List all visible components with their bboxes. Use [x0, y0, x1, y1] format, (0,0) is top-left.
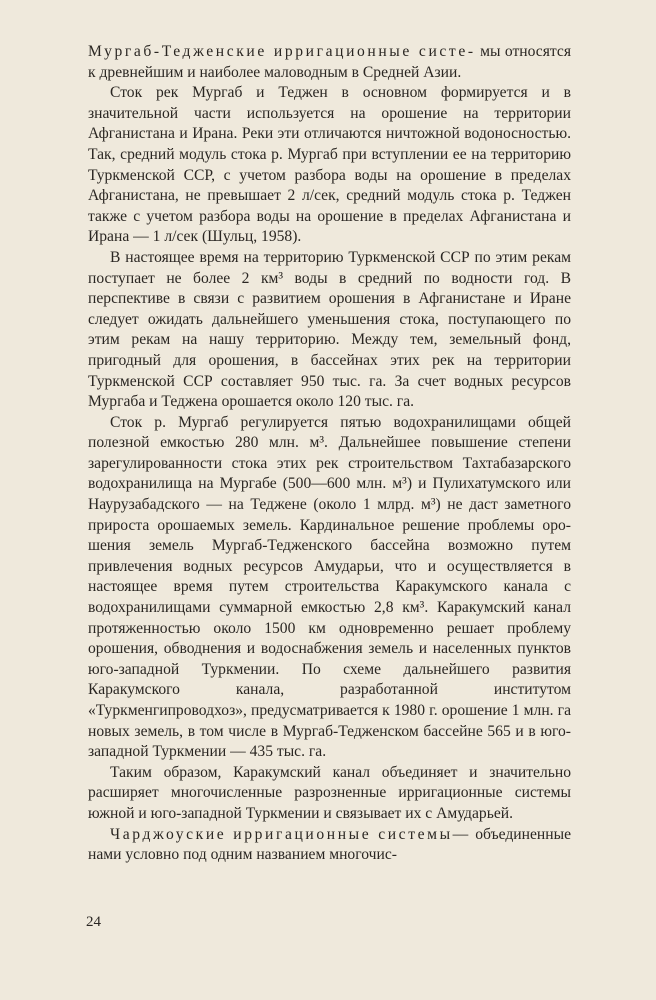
heading-run-1: Мургаб-Тедженские ирригационные систе- — [88, 43, 476, 60]
paragraph-2-text: Сток рек Мургаб и Теджен в основном формируется и в значительной части используется на орошение на территории Афганистана и Ирана. Реки эти отличаются ничтожной водоносностью. Так, средний модуль стока р. Мургаб при вступлении ее на территорию Туркменской ССР, с учетом разбора воды на орошение в пределах Афганистана, не превышает 2 л/сек, средний модуль стока р. Теджен также с учетом разбора воды на орошение в пределах Афганистана и Ирана — 1 л/сек (Шульц, 1958). — [88, 84, 571, 246]
paragraph-6-text: объединенные нами условно под одним названием многочис- — [88, 825, 571, 864]
paragraph-2 — [88, 83, 571, 248]
paragraph-3 — [88, 248, 571, 413]
paragraph-4-text: Сток р. Мургаб регулируется пятью водохранилищами общей полезной емкостью 280 млн. м³. Дальнейшее повышение степени зарегулированности стока этих рек строительством Тахтабазарского водохранилища на Мургабе (500—600 млн. м³) и Пулихатумского или Наурузабадского — на Теджене (около 1 млрд. м³) не даст заметного прироста орошаемых земель. Кардинальное решение проблемы орошения земель Мургаб-Тедженского бассейна возможно путем привлечения водных ресурсов Амударьи, что и осуществляется в настоящее время путем строительства Каракумского канала с водохранилищами суммарной емкостью 2,8 км³. Каракумский канал протяженностью около 1500 км одновременно решает проблему орошения, обводнения и водоснабжения земель и населенных пунктов юго-западной Туркмении. По схеме дальнейшего развития Каракумского канала, разработанной институтом «Туркменгипроводхоз», предусматривается к 1980 г. орошение 1 млн. га новых земель, в том числе в Мургаб-Тедженском бассейне 565 и в юго-западной Туркмении — 435 тыс. га. — [88, 413, 571, 761]
paragraph-3-text: В настоящее время на территорию Туркменской ССР по этим рекам поступает не более 2 км³ воды в средний по водности год. В перспективе в связи с развитием орошения в Афганистане и Иране следует ожидать дальнейшего уменьшения стока, поступающего по этим рекам на нашу территорию. Между тем, земельный фонд, пригодный для орошения, в бассейнах этих рек на территории Туркменской ССР составляет 950 тыс. га. За счет водных ресурсов Мургаба и Теджена орошается около 120 тыс. га. — [88, 248, 571, 411]
paragraph-1-text: мы относятся к древнейшим и наиболее маловодным в Средней Азии. — [88, 43, 571, 81]
paragraph-5 — [88, 763, 571, 825]
paragraph-4 — [88, 413, 571, 763]
page-number: 24 — [86, 914, 101, 930]
heading-run-2: Чарджоуские ирригационные системы— — [110, 825, 471, 843]
paragraph-6 — [88, 825, 571, 866]
paragraph-5-text: Таким образом, Каракумский канал объединяет и значительно расширяет многочисленные разрозненные ирригационные системы южной и юго-западной Туркмении и связывает их с Амударьей. — [88, 763, 571, 822]
paragraph-1 — [88, 42, 571, 83]
body-text — [88, 42, 571, 866]
